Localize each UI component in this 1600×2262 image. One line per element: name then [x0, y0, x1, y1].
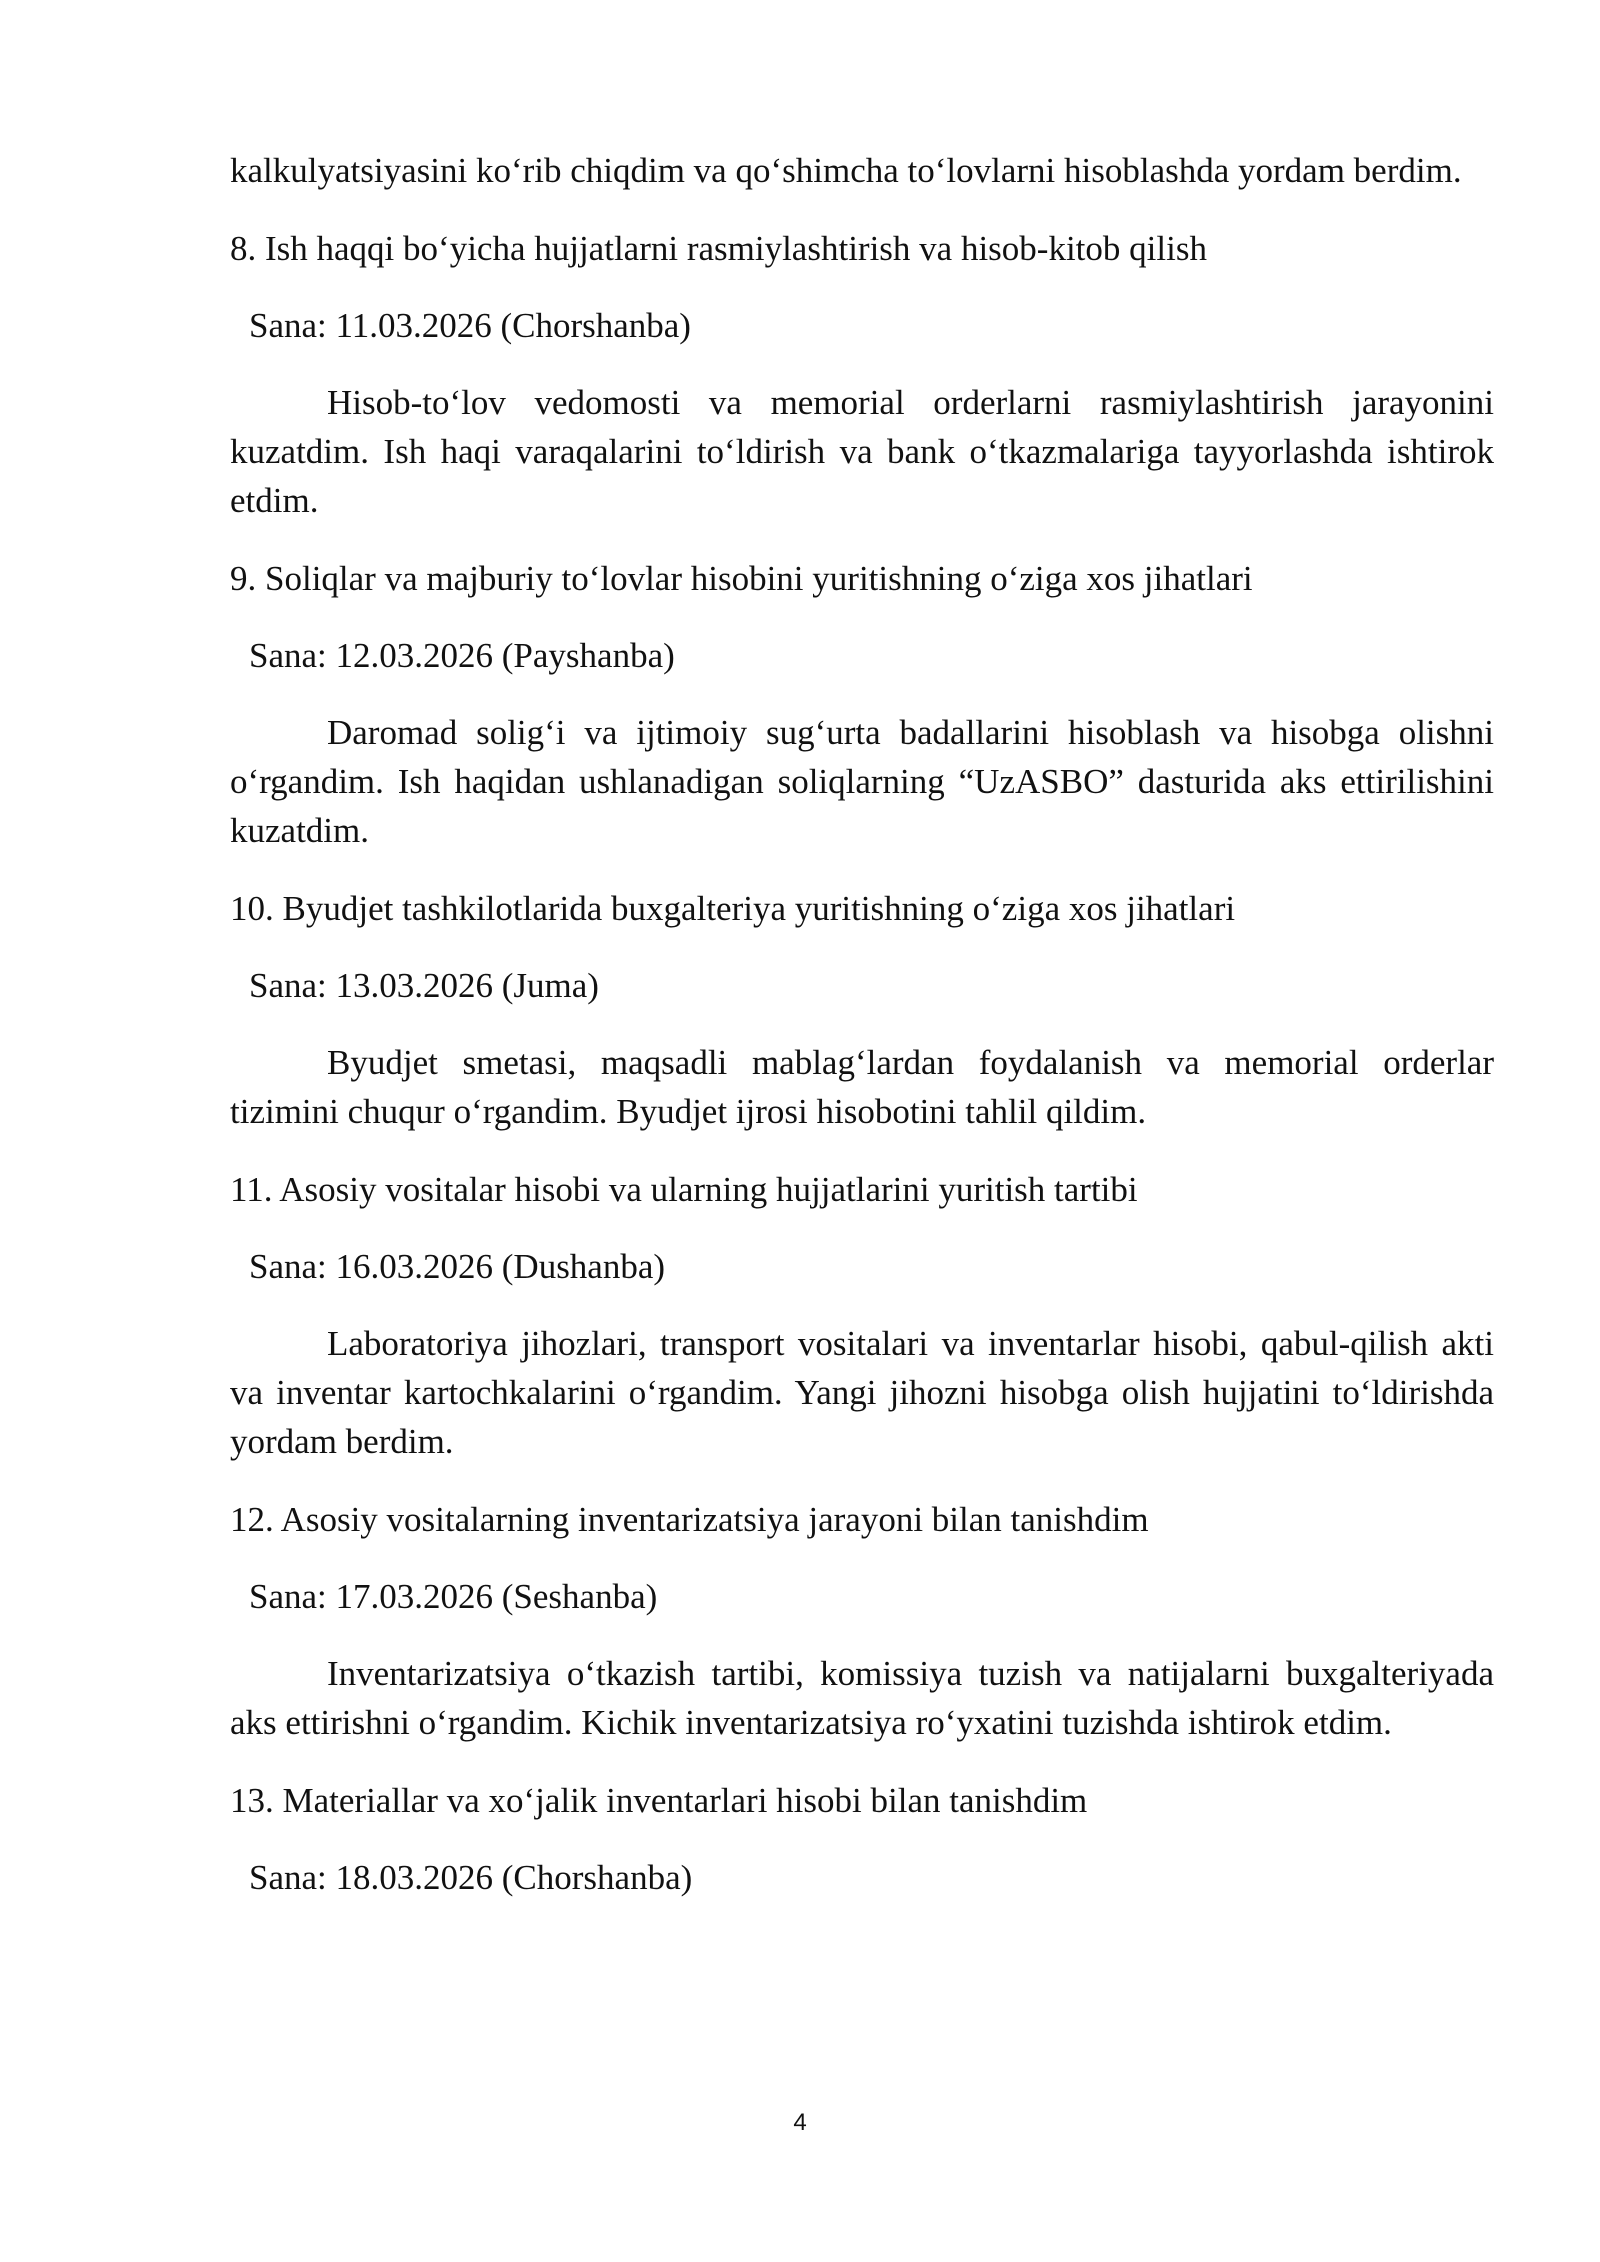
- entry-date: Sana: 12.03.2026 (Payshanba): [249, 636, 675, 675]
- entry-10: [230, 884, 1494, 1136]
- entry-body: Byudjet smetasi, maqsadli mablag‘lardan foydalanish va memorial orderlar tizimini chuqur o‘rgandim. Byudjet ijrosi hisobotini tahlil qildim.: [230, 1043, 1494, 1131]
- entry-11: [230, 1165, 1494, 1466]
- entry-heading: 10. Byudjet tashkilotlarida buxgalteriya yuritishning o‘ziga xos jihatlari: [230, 889, 1236, 928]
- entry-heading: 11. Asosiy vositalar hisobi va ularning hujjatlarini yuritish tartibi: [230, 1170, 1138, 1209]
- entry-8: [230, 224, 1494, 525]
- entry-heading: 12. Asosiy vositalarning inventarizatsiya jarayoni bilan tanishdim: [230, 1500, 1149, 1539]
- entry-body: Inventarizatsiya o‘tkazish tartibi, komissiya tuzish va natijalarni buxgalteriyada aks ettirishni o‘rgandim. Kichik inventarizatsiya ro‘yxatini tuzishda ishtirok etdim.: [230, 1654, 1494, 1742]
- entry-heading: 8. Ish haqqi bo‘yicha hujjatlarni rasmiylashtirish va hisob-kitob qilish: [230, 229, 1207, 268]
- page-number: 4: [793, 2109, 807, 2136]
- entry-body: Laboratoriya jihozlari, transport vositalari va inventarlar hisobi, qabul-qilish akti va inventar kartochkalarini o‘rgandim. Yangi jihozni hisobga olish hujjatini to‘ldirishda yordam berdim.: [230, 1324, 1494, 1461]
- entry-body: Daromad solig‘i va ijtimoiy sug‘urta badallarini hisoblash va hisobga olishni o‘rgandim. Ish haqidan ushlanadigan soliqlarning “UzASBO” dasturida aks ettirilishini kuzatdim.: [230, 713, 1494, 850]
- entry-date: Sana: 18.03.2026 (Chorshanba): [249, 1858, 693, 1897]
- continuation-paragraph: kalkulyatsiyasini ko‘rib chiqdim va qo‘shimcha to‘lovlarni hisoblashda yordam berdim.: [230, 151, 1462, 190]
- page-content: [230, 146, 1494, 1930]
- entry-body: Hisob-to‘lov vedomosti va memorial orderlarni rasmiylashtirish jarayonini kuzatdim. Ish haqi varaqalarini to‘ldirish va bank o‘tkazmalariga tayyorlashda ishtirok etdim.: [230, 383, 1494, 520]
- entry-heading: 13. Materiallar va xo‘jalik inventarlari hisobi bilan tanishdim: [230, 1781, 1088, 1820]
- entry-9: [230, 554, 1494, 855]
- entry-date: Sana: 17.03.2026 (Seshanba): [249, 1577, 658, 1616]
- entry-date: Sana: 16.03.2026 (Dushanba): [249, 1247, 666, 1286]
- entry-date: Sana: 11.03.2026 (Chorshanba): [249, 306, 691, 345]
- entry-12: [230, 1495, 1494, 1747]
- entry-heading: 9. Soliqlar va majburiy to‘lovlar hisobini yuritishning o‘ziga xos jihatlari: [230, 559, 1253, 598]
- entry-13: [230, 1776, 1494, 1902]
- entry-date: Sana: 13.03.2026 (Juma): [249, 966, 599, 1005]
